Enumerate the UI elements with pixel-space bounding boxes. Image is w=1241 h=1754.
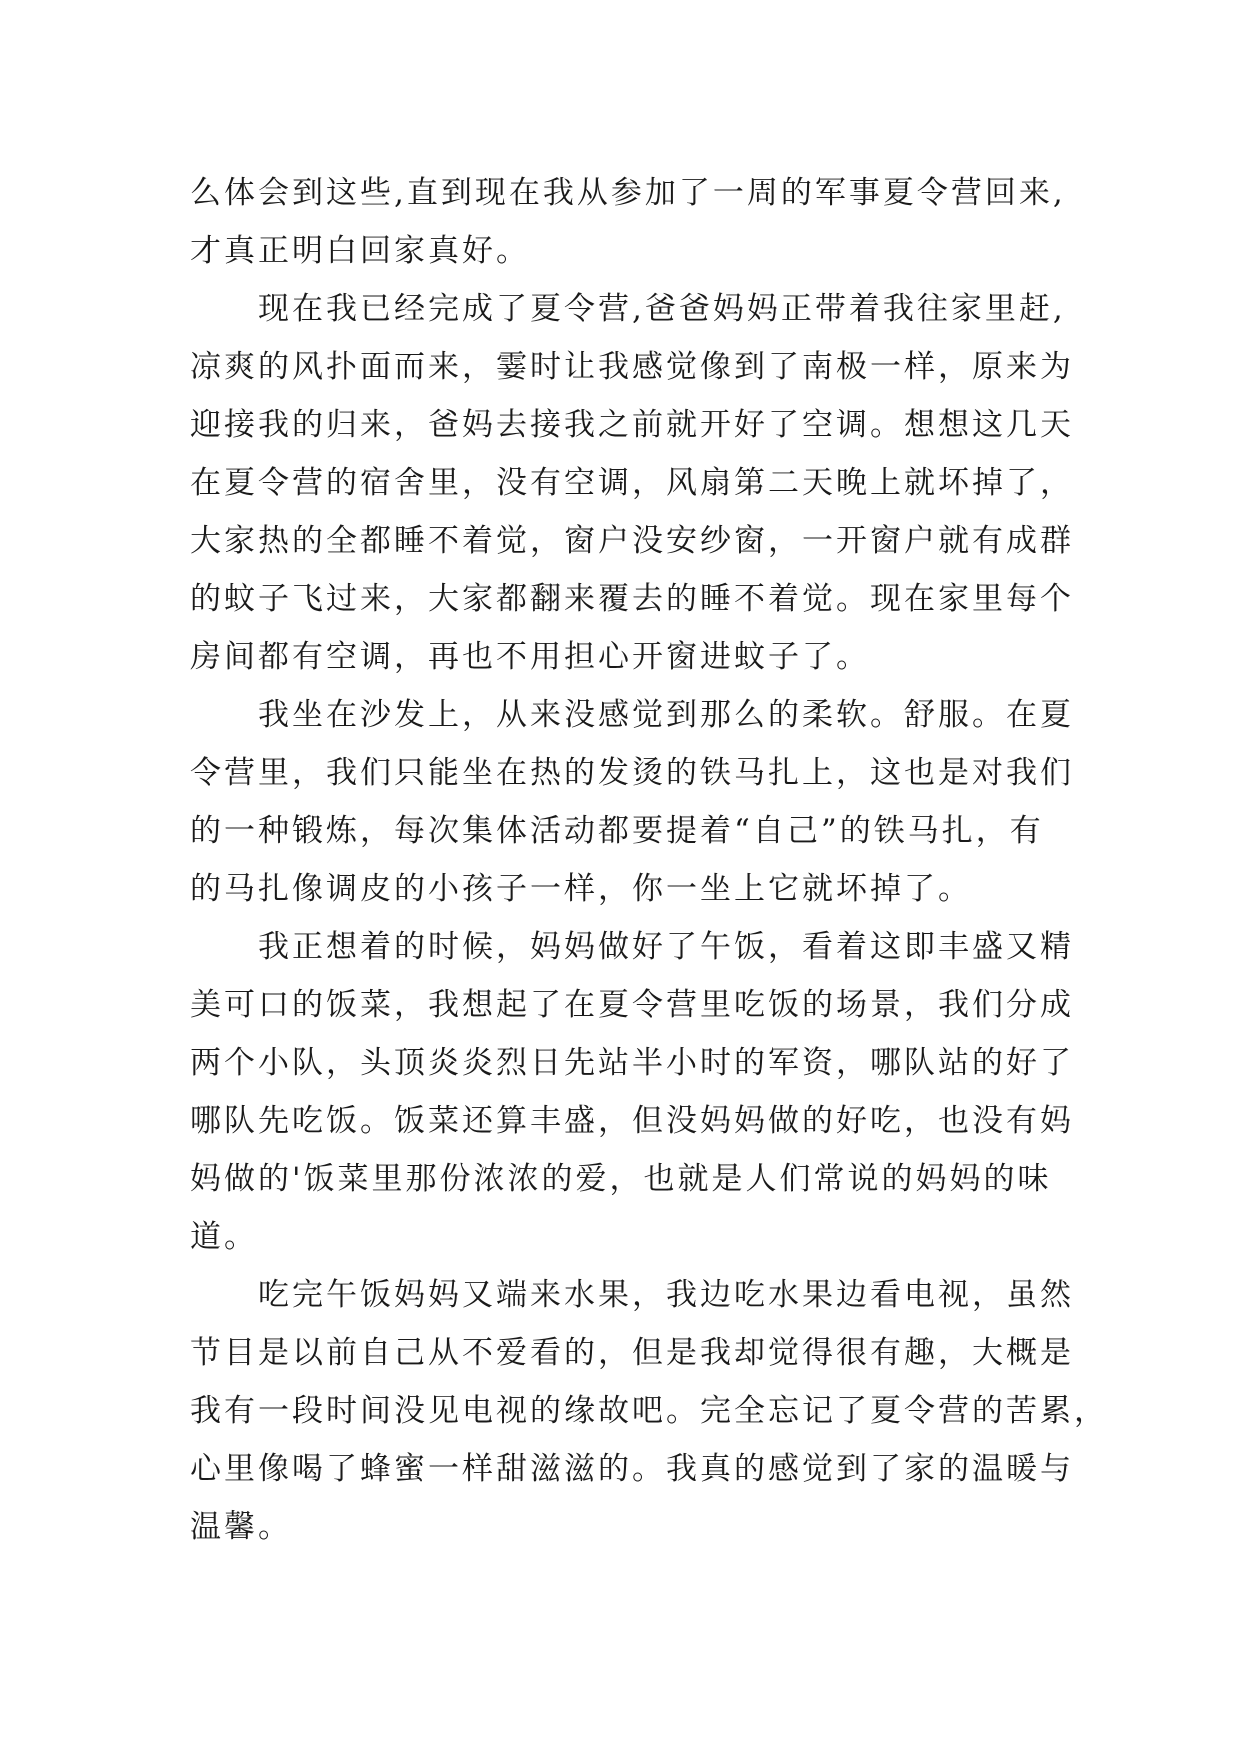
text-line: 我正想着的时候，妈妈做好了午饭，看着这即丰盛又精 [258, 929, 1074, 965]
text-line: 哪队先吃饭。饭菜还算丰盛，但没妈妈做的好吃，也没有妈 [190, 1103, 1074, 1139]
text-line: 吃完午饭妈妈又端来水果，我边吃水果边看电视，虽然 [258, 1277, 1074, 1313]
text-line: 么体会到这些,直到现在我从参加了一周的军事夏令营回来, [190, 175, 1066, 211]
paragraph [190, 918, 1090, 1266]
text-line: 我有一段时间没见电视的缘故吧。完全忘记了夏令营的苦累， [190, 1393, 1108, 1429]
text-line: 心里像喝了蜂蜜一样甜滋滋的。我真的感觉到了家的温暖与 [190, 1451, 1074, 1487]
text-line: 我坐在沙发上，从来没感觉到那么的柔软。舒服。在夏 [258, 697, 1074, 733]
text-line: 才真正明白回家真好。 [190, 233, 530, 269]
text-line: 两个小队，头顶炎炎烈日先站半小时的军资，哪队站的好了 [190, 1045, 1074, 1081]
article-body [190, 164, 1108, 1556]
paragraph [190, 164, 1090, 280]
paragraph [190, 280, 1090, 686]
text-line: 凉爽的风扑面而来，霎时让我感觉像到了南极一样，原来为 [190, 349, 1074, 385]
text-line: 温馨。 [190, 1509, 292, 1545]
text-line: 现在我已经完成了夏令营,爸爸妈妈正带着我往家里赶, [258, 291, 1066, 327]
text-line: 令营里，我们只能坐在热的发烫的铁马扎上，这也是对我们 [190, 755, 1074, 791]
text-line: 房间都有空调，再也不用担心开窗进蚊子了。 [190, 639, 870, 675]
text-line: 节目是以前自己从不爱看的，但是我却觉得很有趣，大概是 [190, 1335, 1074, 1371]
text-line: 美可口的饭菜，我想起了在夏令营里吃饭的场景，我们分成 [190, 987, 1074, 1023]
paragraph [190, 686, 1090, 918]
text-line: 的一种锻炼，每次集体活动都要提着“自己”的铁马扎，有 [190, 813, 1044, 849]
text-line: 在夏令营的宿舍里，没有空调，风扇第二天晚上就坏掉了， [190, 465, 1074, 501]
paragraph [190, 1266, 1108, 1556]
text-line: 的马扎像调皮的小孩子一样，你一坐上它就坏掉了。 [190, 871, 972, 907]
text-line: 妈做的'饭菜里那份浓浓的爱，也就是人们常说的妈妈的味 [190, 1161, 1052, 1197]
text-line: 迎接我的归来，爸妈去接我之前就开好了空调。想想这几天 [190, 407, 1074, 443]
text-line: 大家热的全都睡不着觉，窗户没安纱窗，一开窗户就有成群 [190, 523, 1074, 559]
text-line: 道。 [190, 1219, 258, 1255]
text-line: 的蚊子飞过来，大家都翻来覆去的睡不着觉。现在家里每个 [190, 581, 1074, 617]
